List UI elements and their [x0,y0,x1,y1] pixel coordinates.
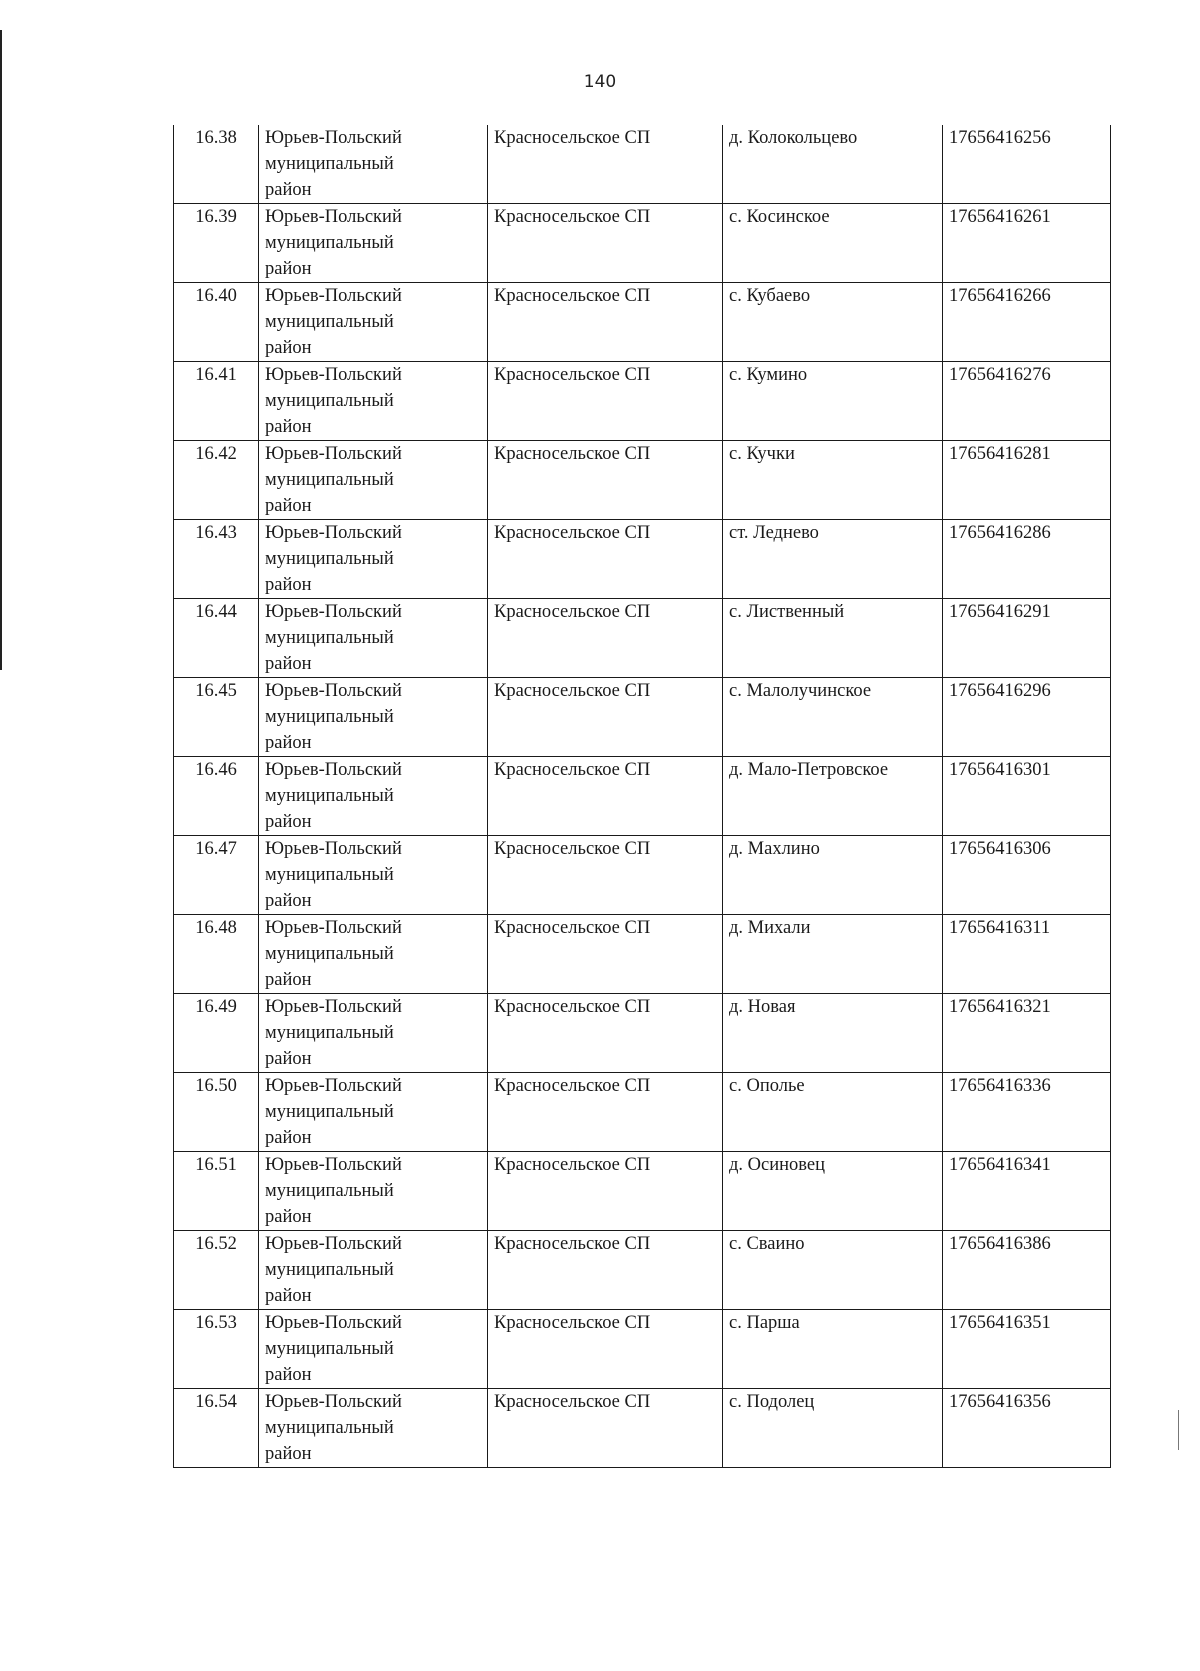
district-line: муниципальный [265,707,394,727]
district-line: муниципальный [265,233,394,253]
row-number-cell: 16.38 [174,125,259,204]
district-cell [259,1152,488,1231]
settlement-cell: Красносельское СП [488,362,723,441]
table-row [174,1389,1111,1468]
district-line: муниципальный [265,312,394,332]
district-cell [259,1073,488,1152]
district-cell [259,1389,488,1468]
code-cell: 17656416296 [943,678,1111,757]
locality-cell: д. Осиновец [723,1152,943,1231]
district-line: Юрьев-Польский [265,681,402,701]
district-line: Юрьев-Польский [265,602,402,622]
district-line: район [265,1049,312,1069]
locality-cell: с. Лиственный [723,599,943,678]
code-cell: 17656416321 [943,994,1111,1073]
district-line: Юрьев-Польский [265,365,402,385]
row-number-cell: 16.54 [174,1389,259,1468]
row-number-cell: 16.49 [174,994,259,1073]
locality-cell: с. Кубаево [723,283,943,362]
table-row [174,599,1111,678]
locality-cell: с. Сваино [723,1231,943,1310]
locality-cell: с. Парша [723,1310,943,1389]
locality-cell: д. Махлино [723,836,943,915]
locality-cell: д. Мало-Петровское [723,757,943,836]
district-line: муниципальный [265,786,394,806]
code-cell: 17656416286 [943,520,1111,599]
page-number: 140 [583,72,617,92]
code-cell: 17656416356 [943,1389,1111,1468]
table-row [174,1073,1111,1152]
district-line: муниципальный [265,549,394,569]
settlement-cell: Красносельское СП [488,1389,723,1468]
locality-cell: с. Подолец [723,1389,943,1468]
district-line: Юрьев-Польский [265,286,402,306]
row-number-cell: 16.45 [174,678,259,757]
district-cell [259,599,488,678]
district-line: муниципальный [265,944,394,964]
row-number-cell: 16.43 [174,520,259,599]
district-line: район [265,417,312,437]
locality-cell: с. Ополье [723,1073,943,1152]
district-line: район [265,970,312,990]
locality-cell: д. Михали [723,915,943,994]
row-number-cell: 16.46 [174,757,259,836]
settlement-cell: Красносельское СП [488,283,723,362]
district-line: район [265,575,312,595]
district-line: Юрьев-Польский [265,839,402,859]
settlement-cell: Красносельское СП [488,678,723,757]
table-row [174,441,1111,520]
scan-edge-mark [0,30,2,670]
row-number-cell: 16.41 [174,362,259,441]
locality-cell: с. Малолучинское [723,678,943,757]
district-line: Юрьев-Польский [265,444,402,464]
table-row [174,915,1111,994]
table-row [174,362,1111,441]
code-cell: 17656416311 [943,915,1111,994]
district-line: муниципальный [265,1418,394,1438]
district-line: Юрьев-Польский [265,918,402,938]
row-number-cell: 16.50 [174,1073,259,1152]
district-line: район [265,812,312,832]
district-cell [259,441,488,520]
table-row [174,994,1111,1073]
district-line: Юрьев-Польский [265,1234,402,1254]
table-row [174,204,1111,283]
district-cell [259,520,488,599]
settlement-cell: Красносельское СП [488,1310,723,1389]
district-line: район [265,1365,312,1385]
district-line: Юрьев-Польский [265,1392,402,1412]
row-number-cell: 16.44 [174,599,259,678]
settlement-cell: Красносельское СП [488,520,723,599]
district-line: район [265,496,312,516]
settlement-cell: Красносельское СП [488,125,723,204]
row-number-cell: 16.40 [174,283,259,362]
row-number-cell: 16.51 [174,1152,259,1231]
settlement-cell: Красносельское СП [488,599,723,678]
district-line: Юрьев-Польский [265,1076,402,1096]
district-line: район [265,891,312,911]
table-row [174,283,1111,362]
district-cell [259,1231,488,1310]
code-cell: 17656416341 [943,1152,1111,1231]
code-cell: 17656416336 [943,1073,1111,1152]
district-line: Юрьев-Польский [265,1155,402,1175]
row-number-cell: 16.47 [174,836,259,915]
district-line: район [265,733,312,753]
district-line: район [265,1286,312,1306]
district-line: муниципальный [265,154,394,174]
district-line: район [265,1207,312,1227]
district-line: муниципальный [265,1102,394,1122]
code-cell: 17656416276 [943,362,1111,441]
settlement-cell: Красносельское СП [488,757,723,836]
code-cell: 17656416351 [943,1310,1111,1389]
settlements-table [173,125,1111,1468]
district-line: Юрьев-Польский [265,760,402,780]
settlement-cell: Красносельское СП [488,204,723,283]
district-cell [259,678,488,757]
district-line: муниципальный [265,391,394,411]
district-line: Юрьев-Польский [265,128,402,148]
district-line: Юрьев-Польский [265,207,402,227]
district-line: муниципальный [265,1181,394,1201]
code-cell: 17656416281 [943,441,1111,520]
district-line: район [265,259,312,279]
settlement-cell: Красносельское СП [488,836,723,915]
table-row [174,520,1111,599]
district-line: район [265,1444,312,1464]
table-row [174,678,1111,757]
district-cell [259,757,488,836]
code-cell: 17656416291 [943,599,1111,678]
settlement-cell: Красносельское СП [488,994,723,1073]
settlement-cell: Красносельское СП [488,1231,723,1310]
row-number-cell: 16.52 [174,1231,259,1310]
district-cell [259,915,488,994]
locality-cell: д. Колокольцево [723,125,943,204]
district-line: муниципальный [265,865,394,885]
code-cell: 17656416266 [943,283,1111,362]
locality-cell: с. Кумино [723,362,943,441]
district-line: район [265,1128,312,1148]
table-body [174,125,1111,1468]
code-cell: 17656416306 [943,836,1111,915]
district-line: муниципальный [265,1023,394,1043]
table-row [174,757,1111,836]
district-line: район [265,654,312,674]
table-row [174,836,1111,915]
row-number-cell: 16.39 [174,204,259,283]
district-line: Юрьев-Польский [265,523,402,543]
table-row [174,1152,1111,1231]
district-line: район [265,338,312,358]
code-cell: 17656416256 [943,125,1111,204]
locality-cell: ст. Леднево [723,520,943,599]
locality-cell: с. Косинское [723,204,943,283]
settlement-cell: Красносельское СП [488,441,723,520]
locality-cell: д. Новая [723,994,943,1073]
district-line: муниципальный [265,1260,394,1280]
district-cell [259,994,488,1073]
district-line: муниципальный [265,1339,394,1359]
code-cell: 17656416261 [943,204,1111,283]
district-line: Юрьев-Польский [265,997,402,1017]
district-cell [259,125,488,204]
district-cell [259,836,488,915]
scan-edge-mark [1178,1410,1179,1450]
district-cell [259,283,488,362]
code-cell: 17656416301 [943,757,1111,836]
locality-cell: с. Кучки [723,441,943,520]
district-cell [259,362,488,441]
settlement-cell: Красносельское СП [488,915,723,994]
district-line: район [265,180,312,200]
district-line: муниципальный [265,628,394,648]
table-row [174,1231,1111,1310]
district-cell [259,1310,488,1389]
settlement-cell: Красносельское СП [488,1073,723,1152]
settlement-cell: Красносельское СП [488,1152,723,1231]
row-number-cell: 16.53 [174,1310,259,1389]
district-line: муниципальный [265,470,394,490]
district-cell [259,204,488,283]
row-number-cell: 16.42 [174,441,259,520]
table-row [174,1310,1111,1389]
district-line: Юрьев-Польский [265,1313,402,1333]
row-number-cell: 16.48 [174,915,259,994]
table-row [174,125,1111,204]
code-cell: 17656416386 [943,1231,1111,1310]
